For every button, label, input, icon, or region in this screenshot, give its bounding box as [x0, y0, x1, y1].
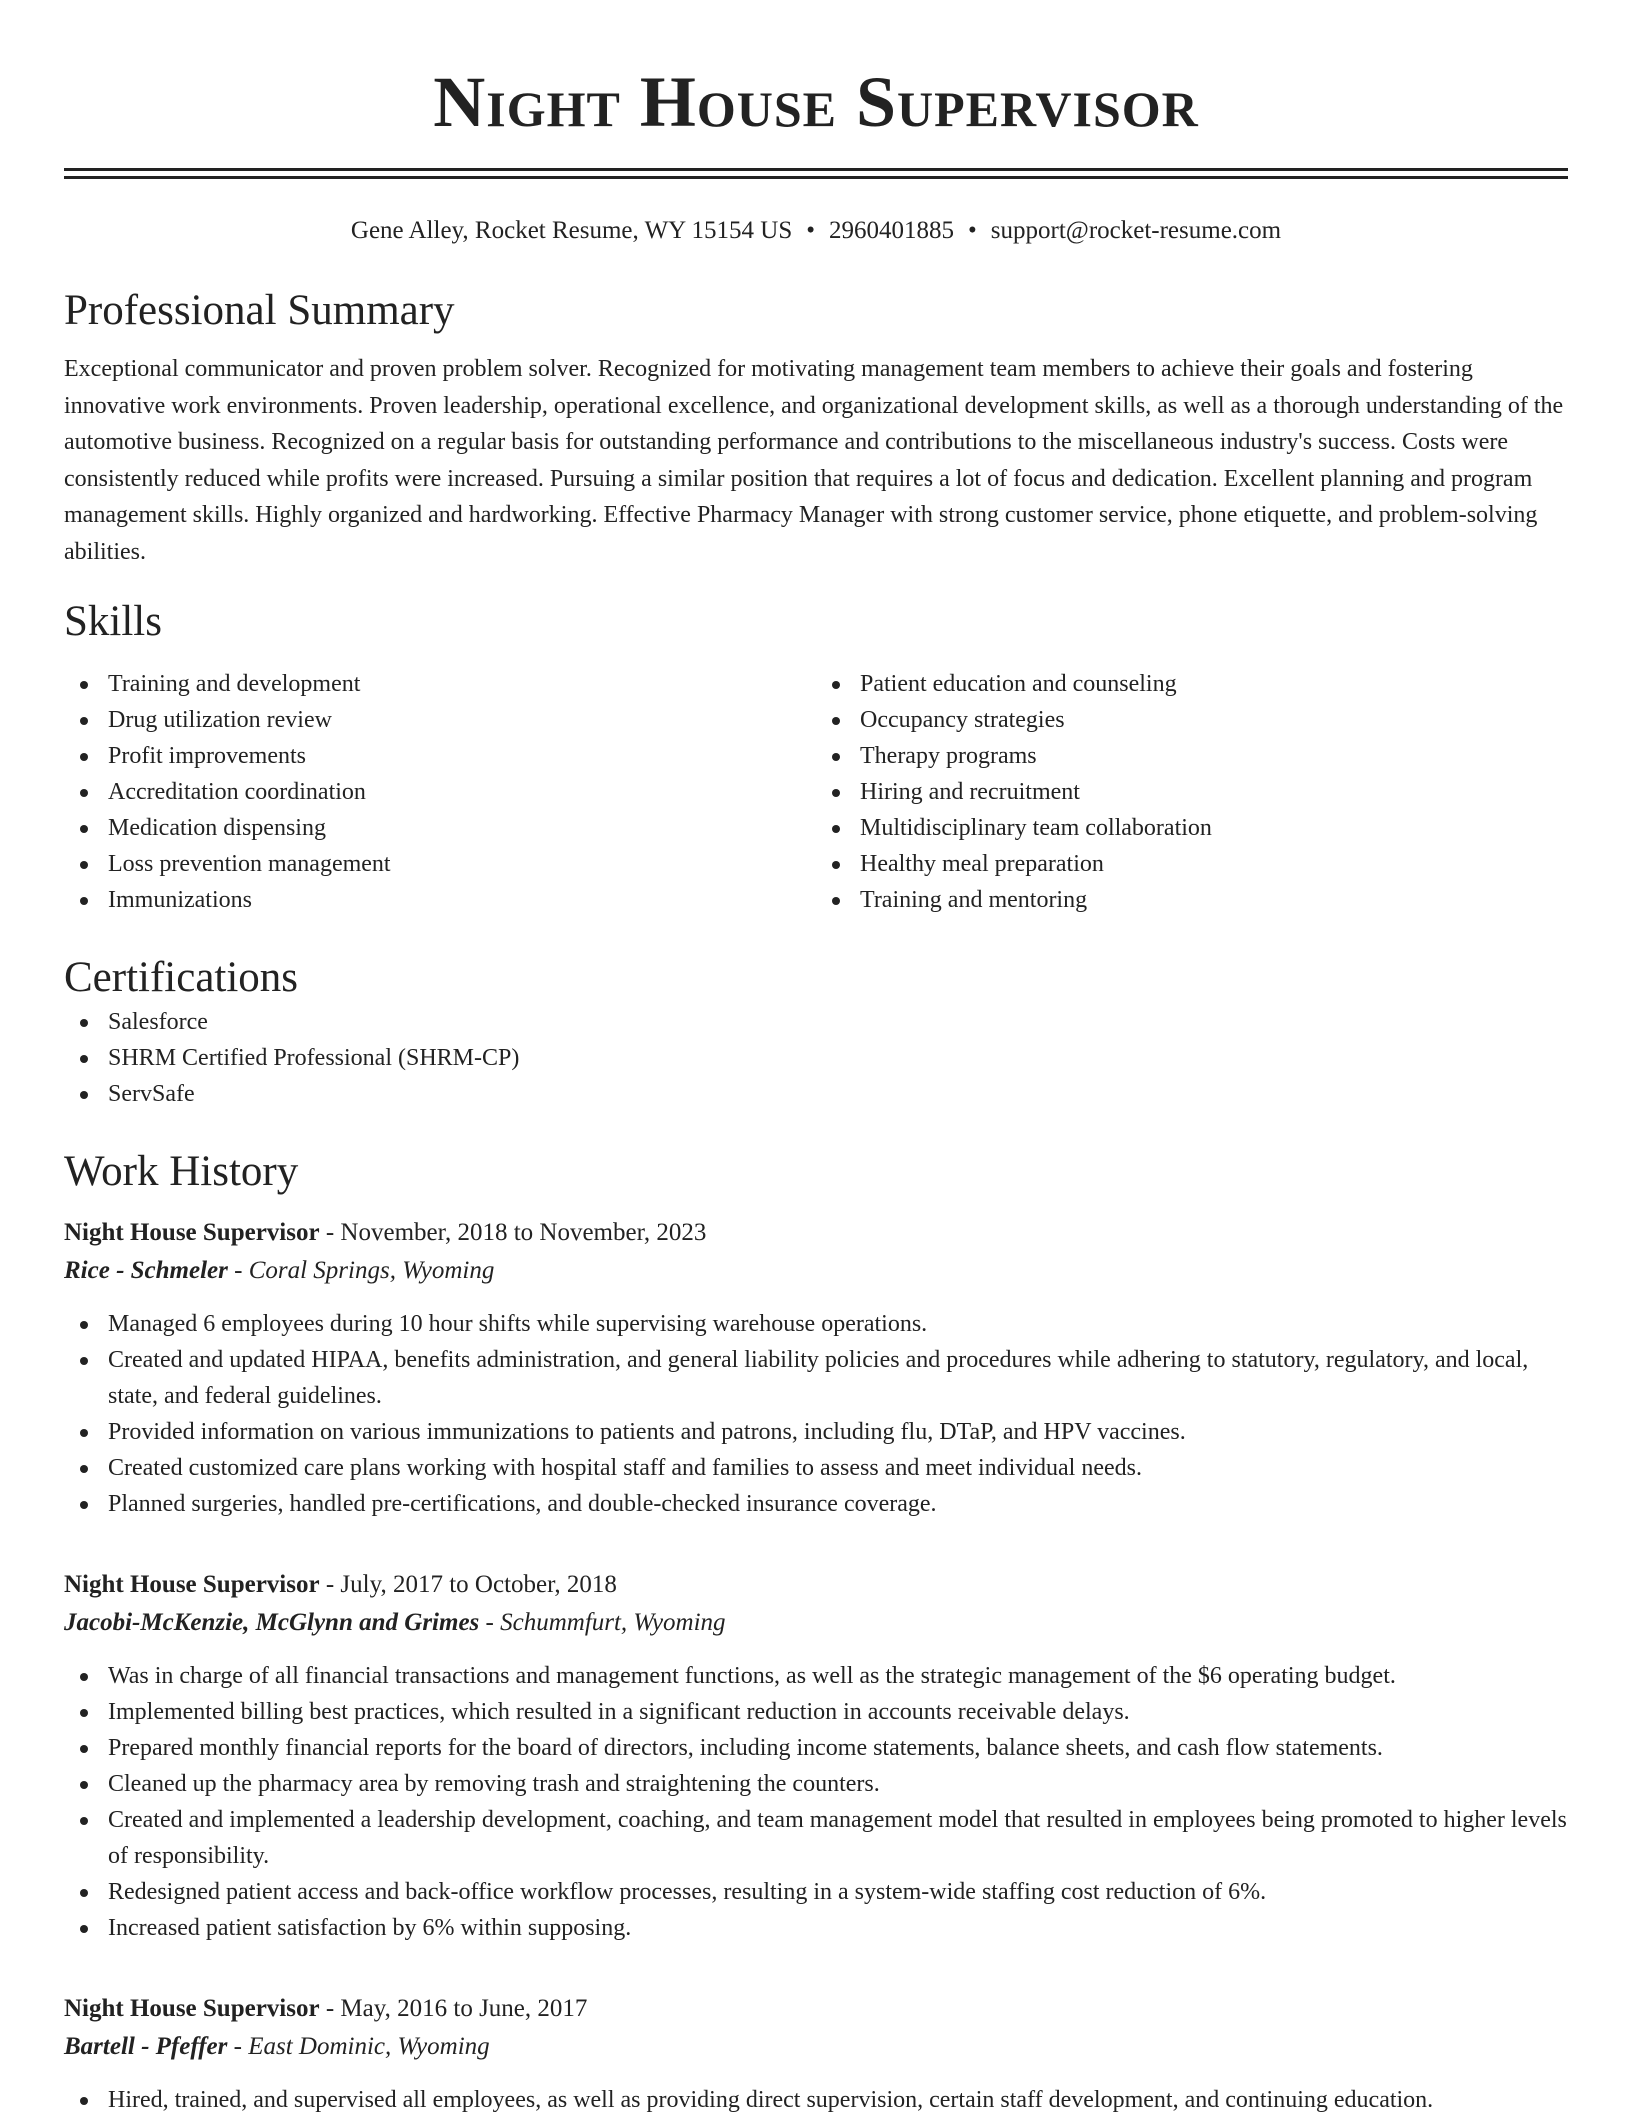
skills-list-left	[64, 666, 816, 918]
resume-title: Night House Supervisor	[433, 62, 1199, 142]
job-duty: Created and updated HIPAA, benefits administration, and general liability policies and procedures while adhering to statutory, regulatory, and local, state, and federal guidelines.	[64, 1342, 1568, 1414]
certification-item: SHRM Certified Professional (SHRM-CP)	[64, 1040, 1568, 1076]
dash-separator: -	[227, 1257, 249, 1284]
skills-section	[64, 596, 1568, 918]
certification-item: Salesforce	[64, 1004, 1568, 1040]
job-heading	[64, 1214, 1568, 1252]
company-name: Jacobi-McKenzie, McGlynn and Grimes	[64, 1609, 480, 1636]
skill-item: Therapy programs	[816, 738, 1568, 774]
skill-item: Healthy meal preparation	[816, 846, 1568, 882]
job-title: Night House Supervisor	[64, 1995, 320, 2022]
section-heading-certifications: Certifications	[64, 954, 299, 1001]
job-entry	[64, 1214, 1568, 1522]
dash-separator: -	[319, 1219, 341, 1246]
section-heading-skills: Skills	[64, 598, 162, 645]
job-duties-list	[64, 1306, 1568, 1522]
skill-item: Immunizations	[64, 882, 816, 918]
job-heading	[64, 1990, 1568, 2028]
section-heading-work-history: Work History	[64, 1148, 299, 1195]
job-heading	[64, 1566, 1568, 1604]
skills-list-right	[816, 666, 1568, 918]
skill-item: Loss prevention management	[64, 846, 816, 882]
job-duty: Created and implemented a leadership development, coaching, and team management model that resulted in employees being promoted to higher levels of responsibility.	[64, 1802, 1568, 1874]
job-duty: Prepared monthly financial reports for the board of directors, including income statements, balance sheets, and cash flow statements.	[64, 1730, 1568, 1766]
job-dates: May, 2016 to June, 2017	[340, 1995, 588, 2022]
job-duty: Created customized care plans working with hospital staff and families to assess and meet individual needs.	[64, 1450, 1568, 1486]
skill-item: Drug utilization review	[64, 702, 816, 738]
job-employer	[64, 2028, 1568, 2066]
title-divider	[64, 168, 1568, 179]
contact-address: Gene Alley, Rocket Resume, WY 15154 US	[350, 217, 793, 244]
skill-item: Accreditation coordination	[64, 774, 816, 810]
job-duty: Planned surgeries, handled pre-certifications, and double-checked insurance coverage.	[64, 1486, 1568, 1522]
skill-item: Occupancy strategies	[816, 702, 1568, 738]
contact-email: support@rocket-resume.com	[990, 217, 1282, 244]
skill-item: Patient education and counseling	[816, 666, 1568, 702]
job-duty: Redesigned patient access and back-office workflow processes, resulting in a system-wide staffing cost reduction of 6%.	[64, 1874, 1568, 1910]
dash-separator: -	[319, 1995, 341, 2022]
job-location: East Dominic, Wyoming	[248, 2033, 490, 2060]
job-employer	[64, 1604, 1568, 1642]
summary-paragraph: Exceptional communicator and proven problem solver. Recognized for motivating management team members to achieve their goals and fostering innovative work environments. Proven leadership, operational excellence, and organizational development skills, as well as a thorough understanding of the automotive business. Recognized on a regular basis for outstanding performance and contributions to the miscellaneous industry's success. Costs were consistently reduced while profits were increased. Pursuing a similar position that requires a lot of focus and dedication. Excellent planning and program management skills. Highly organized and hardworking. Effective Pharmacy Manager with strong customer service, phone etiquette, and problem-solving abilities.	[64, 356, 1564, 565]
job-duties-list	[64, 1658, 1568, 1946]
job-duty: Cleaned up the pharmacy area by removing trash and straightening the counters.	[64, 1766, 1568, 1802]
contact-phone: 2960401885	[829, 217, 955, 244]
job-duty: Managed 6 employees during 10 hour shifts while supervising warehouse operations.	[64, 1306, 1568, 1342]
skills-columns	[64, 666, 1568, 918]
job-title: Night House Supervisor	[64, 1219, 320, 1246]
work-history-section	[64, 1146, 1568, 2112]
company-name: Bartell - Pfeffer	[64, 2033, 228, 2060]
certification-item: ServSafe	[64, 1076, 1568, 1112]
job-dates: July, 2017 to October, 2018	[340, 1571, 617, 1598]
contact-line	[64, 215, 1568, 247]
job-location: Coral Springs, Wyoming	[248, 1257, 495, 1284]
dash-separator: -	[319, 1571, 341, 1598]
certifications-section	[64, 952, 1568, 1112]
dash-separator: -	[479, 1609, 501, 1636]
professional-summary-section	[64, 285, 1568, 570]
job-duty: Increased patient satisfaction by 6% within supposing.	[64, 1910, 1568, 1946]
skill-item: Profit improvements	[64, 738, 816, 774]
contact-separator: •	[806, 217, 816, 244]
job-employer	[64, 1252, 1568, 1290]
skill-item: Multidisciplinary team collaboration	[816, 810, 1568, 846]
skill-item: Training and mentoring	[816, 882, 1568, 918]
job-duties-list	[64, 2082, 1568, 2112]
dash-separator: -	[227, 2033, 249, 2060]
job-dates: November, 2018 to November, 2023	[340, 1219, 707, 1246]
job-entry	[64, 1566, 1568, 1946]
job-duty: Hired, trained, and supervised all employees, as well as providing direct supervision, certain staff development, and continuing education.	[64, 2082, 1568, 2112]
job-title: Night House Supervisor	[64, 1571, 320, 1598]
job-location: Schummfurt, Wyoming	[500, 1609, 726, 1636]
section-heading-summary: Professional Summary	[64, 287, 455, 334]
skill-item: Hiring and recruitment	[816, 774, 1568, 810]
job-entry	[64, 1990, 1568, 2112]
skill-item: Training and development	[64, 666, 816, 702]
skill-item: Medication dispensing	[64, 810, 816, 846]
company-name: Rice - Schmeler	[64, 1257, 228, 1284]
job-duty: Was in charge of all financial transactions and management functions, as well as the strategic management of the $6 operating budget.	[64, 1658, 1568, 1694]
contact-separator: •	[968, 217, 977, 244]
job-duty: Implemented billing best practices, which resulted in a significant reduction in accounts receivable delays.	[64, 1694, 1568, 1730]
certifications-list	[64, 1004, 1568, 1112]
job-duty: Provided information on various immunizations to patients and patrons, including flu, DTaP, and HPV vaccines.	[64, 1414, 1568, 1450]
